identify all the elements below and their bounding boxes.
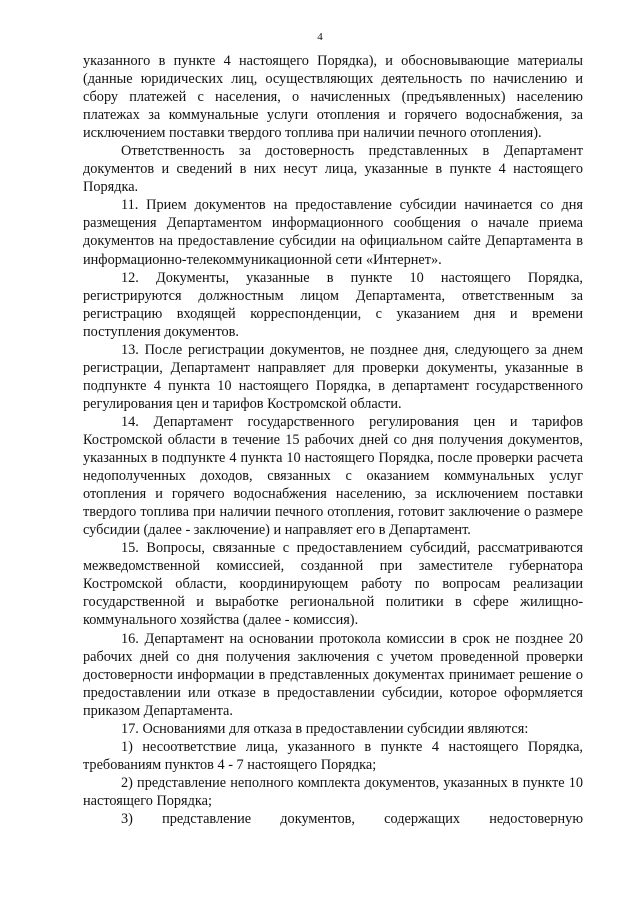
paragraph-14: 14. Департамент государственного регулирования цен и тарифов Костромской области в течение 15 рабочих дней со дня получения документов, указанных в подпункте 4 пункта 10 настоящего Порядка, после проверки расчета недополученных доходов, связанных с оказанием коммунальных услуг отопления и горячего водоснабжения населению, за исключением поставки твердого топлива при наличии печного отопления, готовит заключение о размере субсидии (далее - заключение) и направляет его в Департамент. [83, 413, 583, 539]
paragraph-13: 13. После регистрации документов, не позднее дня, следующего за днем регистрации, Департамент направляет для проверки документы, указанные в подпункте 4 пункта 10 настоящего Порядка, в департамент государственного регулирования цен и тарифов Костромской области. [83, 341, 583, 412]
page-number: 4 [317, 31, 323, 43]
paragraph-continuation: указанного в пункте 4 настоящего Порядка), и обосновывающие материалы (данные юридических лиц, осуществляющих деятельность по начислению и сбору платежей с населения, о начисленных (предъявленных) населению платежах за коммунальные услуги отопления и горячего водоснабжения, за исключением поставки твердого топлива при наличии печного отопления). [83, 53, 583, 142]
paragraph-15: 15. Вопросы, связанные с предоставлением субсидий, рассматриваются межведомственной комиссией, созданной при заместителе губернатора Костромской области, координирующем работу по вопросам реализации государственной и выработке региональной политики в сфере жилищно-коммунального хозяйства (далее - комиссия). [83, 540, 583, 629]
document-body [83, 52, 583, 828]
paragraph-11: 11. Прием документов на предоставление субсидии начинается со дня размещения Департаментом информационного сообщения о начале приема документов на предоставление субсидии на официальном сайте Департамента в информационно-телекоммуникационной сети «Интернет». [83, 197, 583, 268]
paragraph-responsibility: Ответственность за достоверность представленных в Департамент документов и сведений в них несут лица, указанные в пункте 4 настоящего Порядка. [83, 143, 583, 196]
paragraph-17-item-3: 3) представление документов, содержащих недостоверную [121, 810, 583, 827]
paragraph-17-item-2: 2) представление неполного комплекта документов, указанных в пункте 10 настоящего Порядка; [83, 774, 583, 809]
paragraph-12: 12. Документы, указанные в пункте 10 настоящего Порядка, регистрируются должностным лицом Департамента, ответственным за регистрацию входящей корреспонденции, с указанием дня и времени поступления документов. [83, 269, 583, 340]
paragraph-17-item-1: 1) несоответствие лица, указанного в пункте 4 настоящего Порядка, требованиям пунктов 4 - 7 настоящего Порядка; [83, 738, 583, 773]
paragraph-17: 17. Основаниями для отказа в предоставлении субсидии являются: [121, 720, 529, 737]
paragraph-16: 16. Департамент на основании протокола комиссии в срок не позднее 20 рабочих дней со дня получения заключения с учетом проведенной проверки достоверности информации в представленных документах принимает решение о предоставлении или отказе в предоставлении субсидии, которое оформляется приказом Департамента. [83, 630, 583, 719]
